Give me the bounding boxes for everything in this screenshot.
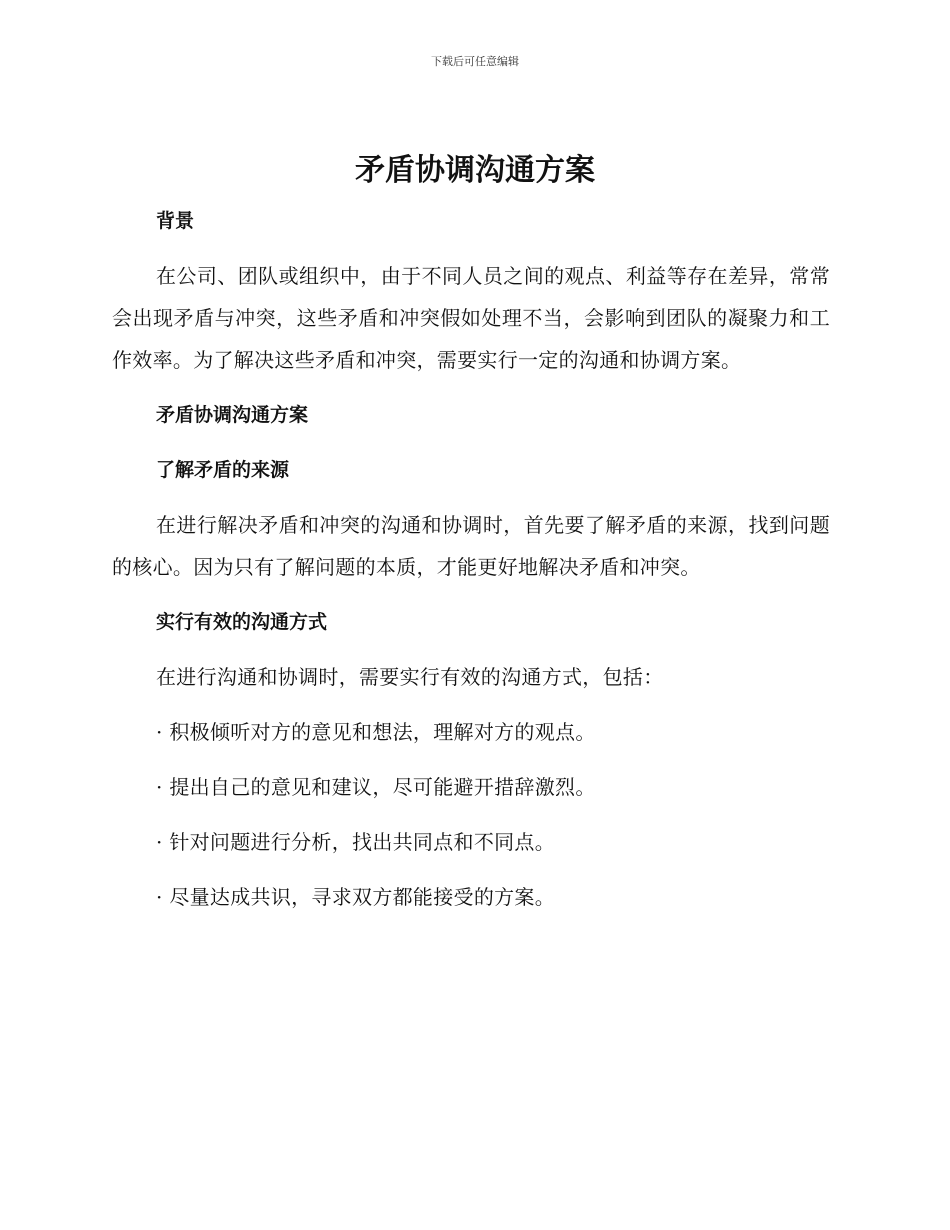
- header-note: 下载后可任意编辑: [431, 55, 519, 68]
- section-heading-background: 背景: [156, 210, 195, 232]
- bullet-item: · 提出自己的意见和建议，尽可能避开措辞激烈。: [156, 775, 596, 799]
- section-heading-plan: 矛盾协调沟通方案: [156, 404, 309, 426]
- section-heading-source: 了解矛盾的来源: [156, 459, 290, 481]
- bullet-item: · 尽量达成共识，寻求双方都能接受的方案。: [156, 885, 556, 909]
- bullet-item: · 针对问题进行分析，找出共同点和不同点。: [156, 830, 556, 854]
- background-paragraph: 在公司、团队或组织中，由于不同人员之间的观点、利益等存在差异，常常会出现矛盾与冲突，这些矛盾和冲突假如处理不当，会影响到团队的凝聚力和工作效率。为了解决这些矛盾和冲突，需要实行一定的沟通和协调方案。: [112, 264, 830, 372]
- method-intro-paragraph: 在进行沟通和协调时，需要实行有效的沟通方式，包括：: [156, 665, 664, 689]
- section-heading-method: 实行有效的沟通方式: [156, 611, 328, 633]
- bullet-item: · 积极倾听对方的意见和想法，理解对方的观点。: [156, 720, 596, 744]
- document-body: [112, 200, 830, 931]
- source-paragraph: 在进行解决矛盾和冲突的沟通和协调时，首先要了解矛盾的来源，找到问题的核心。因为只有了解问题的本质，才能更好地解决矛盾和冲突。: [112, 513, 830, 579]
- document-title: 矛盾协调沟通方案: [355, 153, 595, 188]
